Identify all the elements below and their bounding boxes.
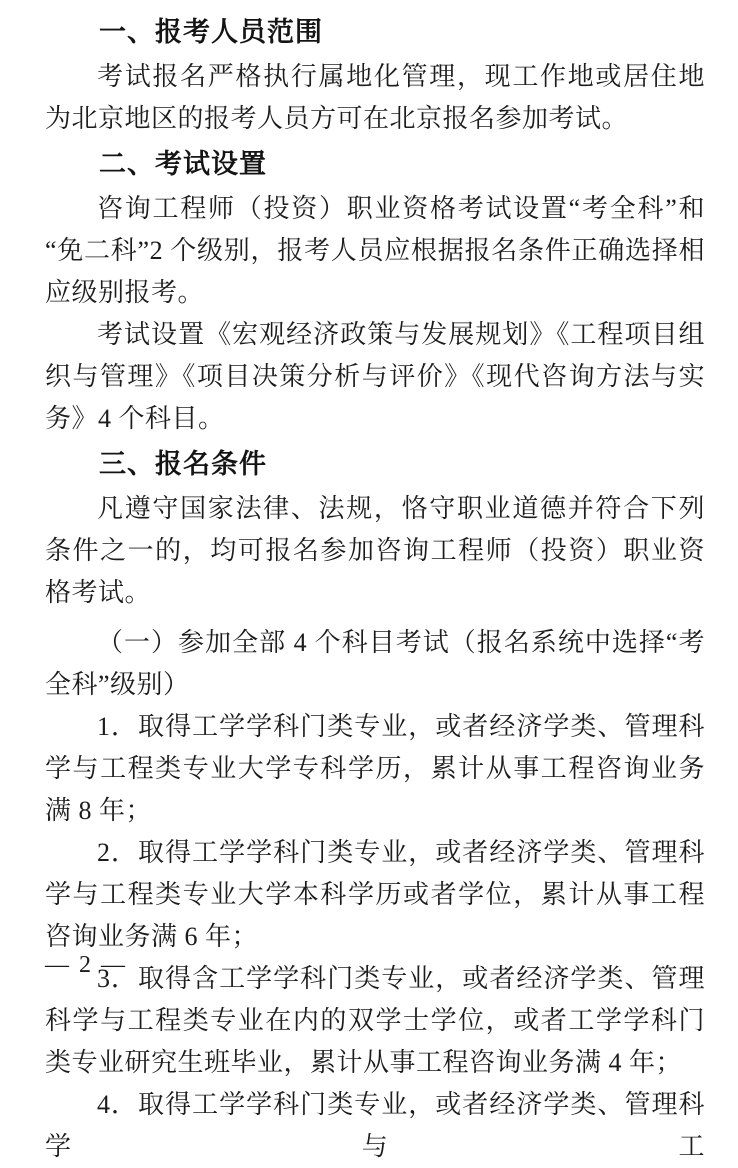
paragraph-subsection-1-full-exam: （一）参加全部 4 个科目考试（报名系统中选择“考全科”级别） bbox=[45, 628, 705, 699]
paragraph-exam-subjects: 考试设置《宏观经济政策与发展规划》《工程项目组织与管理》《项目决策分析与评价》《现代咨询方法与实务》4 个科目。 bbox=[45, 320, 705, 433]
page-number: — 2 — bbox=[45, 952, 127, 978]
document-body bbox=[45, 11, 705, 1168]
paragraph-scope-of-applicants: 考试报名严格执行属地化管理，现工作地或居住地为北京地区的报考人员方可在北京报名参加考试。 bbox=[45, 62, 705, 133]
paragraph-condition-item-1: 1．取得工学学科门类专业，或者经济学类、管理科学与工程类专业大学专科学历，累计从事工程咨询业务满 8 年； bbox=[45, 712, 705, 825]
section-heading-1-scope-of-applicants: 一、报考人员范围 bbox=[99, 17, 323, 47]
section-heading-2-exam-setup: 二、考试设置 bbox=[99, 149, 267, 179]
section-heading-3-registration-conditions: 三、报名条件 bbox=[99, 449, 267, 479]
paragraph-exam-levels: 咨询工程师（投资）职业资格考试设置“考全科”和“免二科”2 个级别，报考人员应根据报名条件正确选择相应级别报考。 bbox=[45, 194, 705, 307]
paragraph-condition-item-3: 3．取得含工学学科门类专业，或者经济学类、管理科学与工程类专业在内的双学士学位，或者工学学科门类专业研究生班毕业，累计从事工程咨询业务满 4 年； bbox=[45, 964, 705, 1077]
paragraph-condition-item-4-truncated: 4．取得工学学科门类专业，或者经济学类、管理科学与工 bbox=[45, 1090, 705, 1161]
paragraph-condition-item-2: 2．取得工学学科门类专业，或者经济学类、管理科学与工程类专业大学本科学历或者学位，累计从事工程咨询业务满 6 年； bbox=[45, 838, 705, 951]
paragraph-general-conditions: 凡遵守国家法律、法规，恪守职业道德并符合下列条件之一的，均可报名参加咨询工程师（投资）职业资格考试。 bbox=[45, 494, 705, 607]
